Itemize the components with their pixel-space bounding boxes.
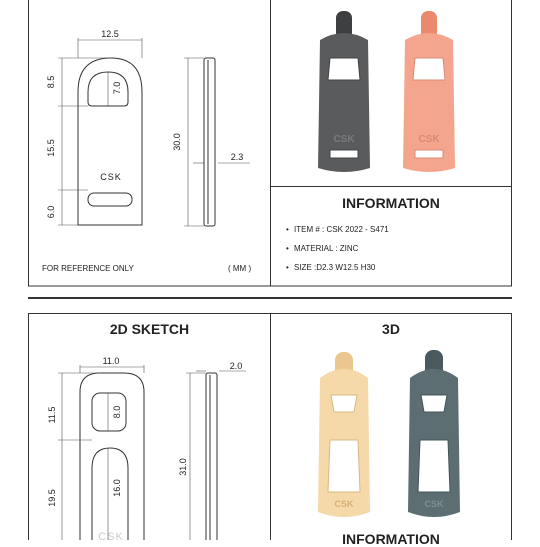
dim-width-top: 12.5 <box>101 29 119 39</box>
dim-thickness: 2.3 <box>230 152 244 162</box>
salmon-puller-render <box>403 11 455 172</box>
sheet2-logo-text: CSK <box>98 531 124 540</box>
sheet2-info-title: INFORMATION <box>342 531 440 547</box>
sheet1-side-view <box>204 58 215 226</box>
dim-h-mid: 15.5 <box>46 139 56 157</box>
dim2-h-bottom: 19.5 <box>47 489 57 507</box>
info-material: • MATERIAL : ZINC <box>286 243 389 262</box>
dark-puller-logo: CSK <box>333 134 355 145</box>
sheet1-info-list <box>286 224 389 281</box>
dim2-slot-bottom: 16.0 <box>112 479 122 497</box>
slate-puller-logo: CSK <box>424 499 444 509</box>
sketch-title: 2D SKETCH <box>109 321 190 337</box>
slate-puller-render <box>408 350 460 517</box>
cream-puller-render <box>318 352 370 517</box>
dark-gray-puller-render <box>318 11 370 172</box>
view3d-title: 3D <box>382 321 400 337</box>
dim2-total-height: 31.0 <box>178 458 188 476</box>
footer-reference-note: FOR REFERENCE ONLY <box>42 264 134 273</box>
dim-slot-inner: 7.0 <box>112 81 122 95</box>
sheet2-front-view <box>80 373 144 540</box>
info-item-number: • ITEM # : CSK 2022 - S471 <box>286 224 389 243</box>
dim2-h-top: 11.5 <box>47 406 57 424</box>
sheet1-info-title: INFORMATION <box>342 195 440 211</box>
dim2-width-top: 11.0 <box>102 356 120 366</box>
sheet2-side-view <box>206 373 217 540</box>
sheet1-front-view <box>78 58 142 225</box>
dim2-thickness: 2.0 <box>229 361 243 371</box>
dim2-slot-top: 8.0 <box>112 405 122 419</box>
dim-total-height: 30.0 <box>172 133 182 151</box>
salmon-puller-logo: CSK <box>418 134 440 145</box>
cream-puller-logo: CSK <box>334 499 354 509</box>
dim-h-bottom: 6.0 <box>46 205 56 219</box>
sheet1-logo-text: CSK <box>100 172 122 182</box>
sheet2-dimension-lines <box>58 365 246 540</box>
dim-h-slot-left: 8.5 <box>46 75 56 89</box>
footer-units: ( MM ) <box>228 264 252 273</box>
info-size: • SIZE :D2.3 W12.5 H30 <box>286 262 389 281</box>
